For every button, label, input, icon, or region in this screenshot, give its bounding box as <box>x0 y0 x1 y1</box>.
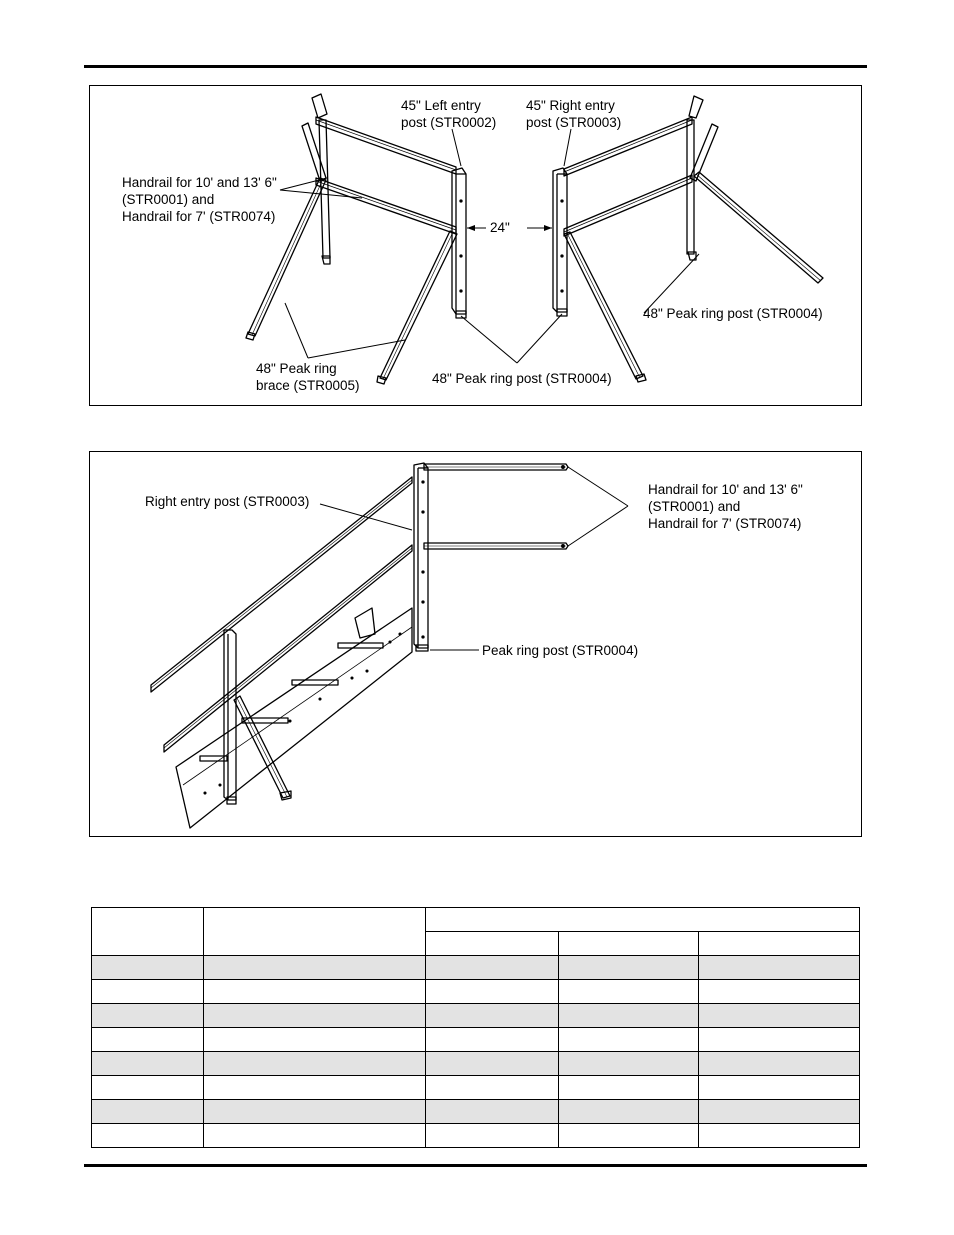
entry-posts-drawing <box>90 86 863 407</box>
table-cell <box>426 1100 559 1124</box>
table-cell <box>426 1076 559 1100</box>
table-cell <box>92 1028 204 1052</box>
figure-entry-posts <box>89 85 862 406</box>
label-gap-dimension: 24" <box>490 220 510 235</box>
figure-stair-assembly <box>89 451 862 837</box>
table-cell <box>92 1004 204 1028</box>
table-cell <box>204 956 426 980</box>
table-cell <box>699 1028 860 1052</box>
table-header-cell <box>426 908 860 932</box>
table-cell <box>426 980 559 1004</box>
table-cell <box>699 1124 860 1148</box>
label-peak-ring-post-center: 48" Peak ring post (STR0004) <box>432 371 612 386</box>
table-cell <box>559 980 699 1004</box>
table-cell <box>699 1052 860 1076</box>
table-cell <box>426 1028 559 1052</box>
table-cell <box>426 1124 559 1148</box>
bottom-rule <box>84 1164 867 1167</box>
table-header-cell <box>204 908 426 956</box>
table-row <box>92 1004 860 1028</box>
parts-table <box>91 907 860 1148</box>
table-cell <box>559 1124 699 1148</box>
table-header-cell <box>699 932 860 956</box>
label-peak-ring-brace: 48" Peak ring brace (STR0005) <box>256 361 360 393</box>
table-cell <box>559 1076 699 1100</box>
top-rule <box>84 65 867 68</box>
table-cell <box>92 980 204 1004</box>
table-row <box>92 1052 860 1076</box>
table-cell <box>204 1052 426 1076</box>
table-cell <box>426 1004 559 1028</box>
table-row <box>92 1124 860 1148</box>
table-row <box>92 980 860 1004</box>
label-left-entry-post: 45" Left entry post (STR0002) <box>401 98 497 130</box>
table-cell <box>204 980 426 1004</box>
table-cell <box>204 1100 426 1124</box>
table-row <box>92 956 860 980</box>
table-cell <box>699 1004 860 1028</box>
table-cell <box>699 956 860 980</box>
table-header-cell <box>92 908 204 956</box>
table-cell <box>699 980 860 1004</box>
table-cell <box>204 1124 426 1148</box>
table-cell <box>426 1052 559 1076</box>
table-header-cell <box>559 932 699 956</box>
label-peak-ring-post-right: 48" Peak ring post (STR0004) <box>643 306 823 321</box>
table-cell <box>204 1004 426 1028</box>
table-row <box>92 1076 860 1100</box>
table-cell <box>92 1076 204 1100</box>
table-header-row <box>92 908 860 932</box>
table-cell <box>559 1052 699 1076</box>
table-cell <box>204 1076 426 1100</box>
table-cell <box>204 1028 426 1052</box>
table-cell <box>559 1004 699 1028</box>
table-cell <box>92 1124 204 1148</box>
table-cell <box>699 1076 860 1100</box>
table-cell <box>92 956 204 980</box>
table-cell <box>559 1028 699 1052</box>
table-cell <box>92 1100 204 1124</box>
table-cell <box>699 1100 860 1124</box>
label-right-entry-post: 45" Right entry post (STR0003) <box>526 98 622 130</box>
label-handrail: Handrail for 10' and 13' 6" (STR0001) and Handrail for 7' (STR0074) <box>648 482 803 531</box>
table-cell <box>559 1100 699 1124</box>
table-cell <box>92 1052 204 1076</box>
table-row <box>92 1100 860 1124</box>
label-right-entry-post: Right entry post (STR0003) <box>145 494 310 509</box>
table-row <box>92 1028 860 1052</box>
table-cell <box>426 956 559 980</box>
table-header-cell <box>426 932 559 956</box>
table-cell <box>559 956 699 980</box>
label-handrail: Handrail for 10' and 13' 6" (STR0001) and Handrail for 7' (STR0074) <box>122 175 277 224</box>
label-peak-ring-post: Peak ring post (STR0004) <box>482 643 639 658</box>
